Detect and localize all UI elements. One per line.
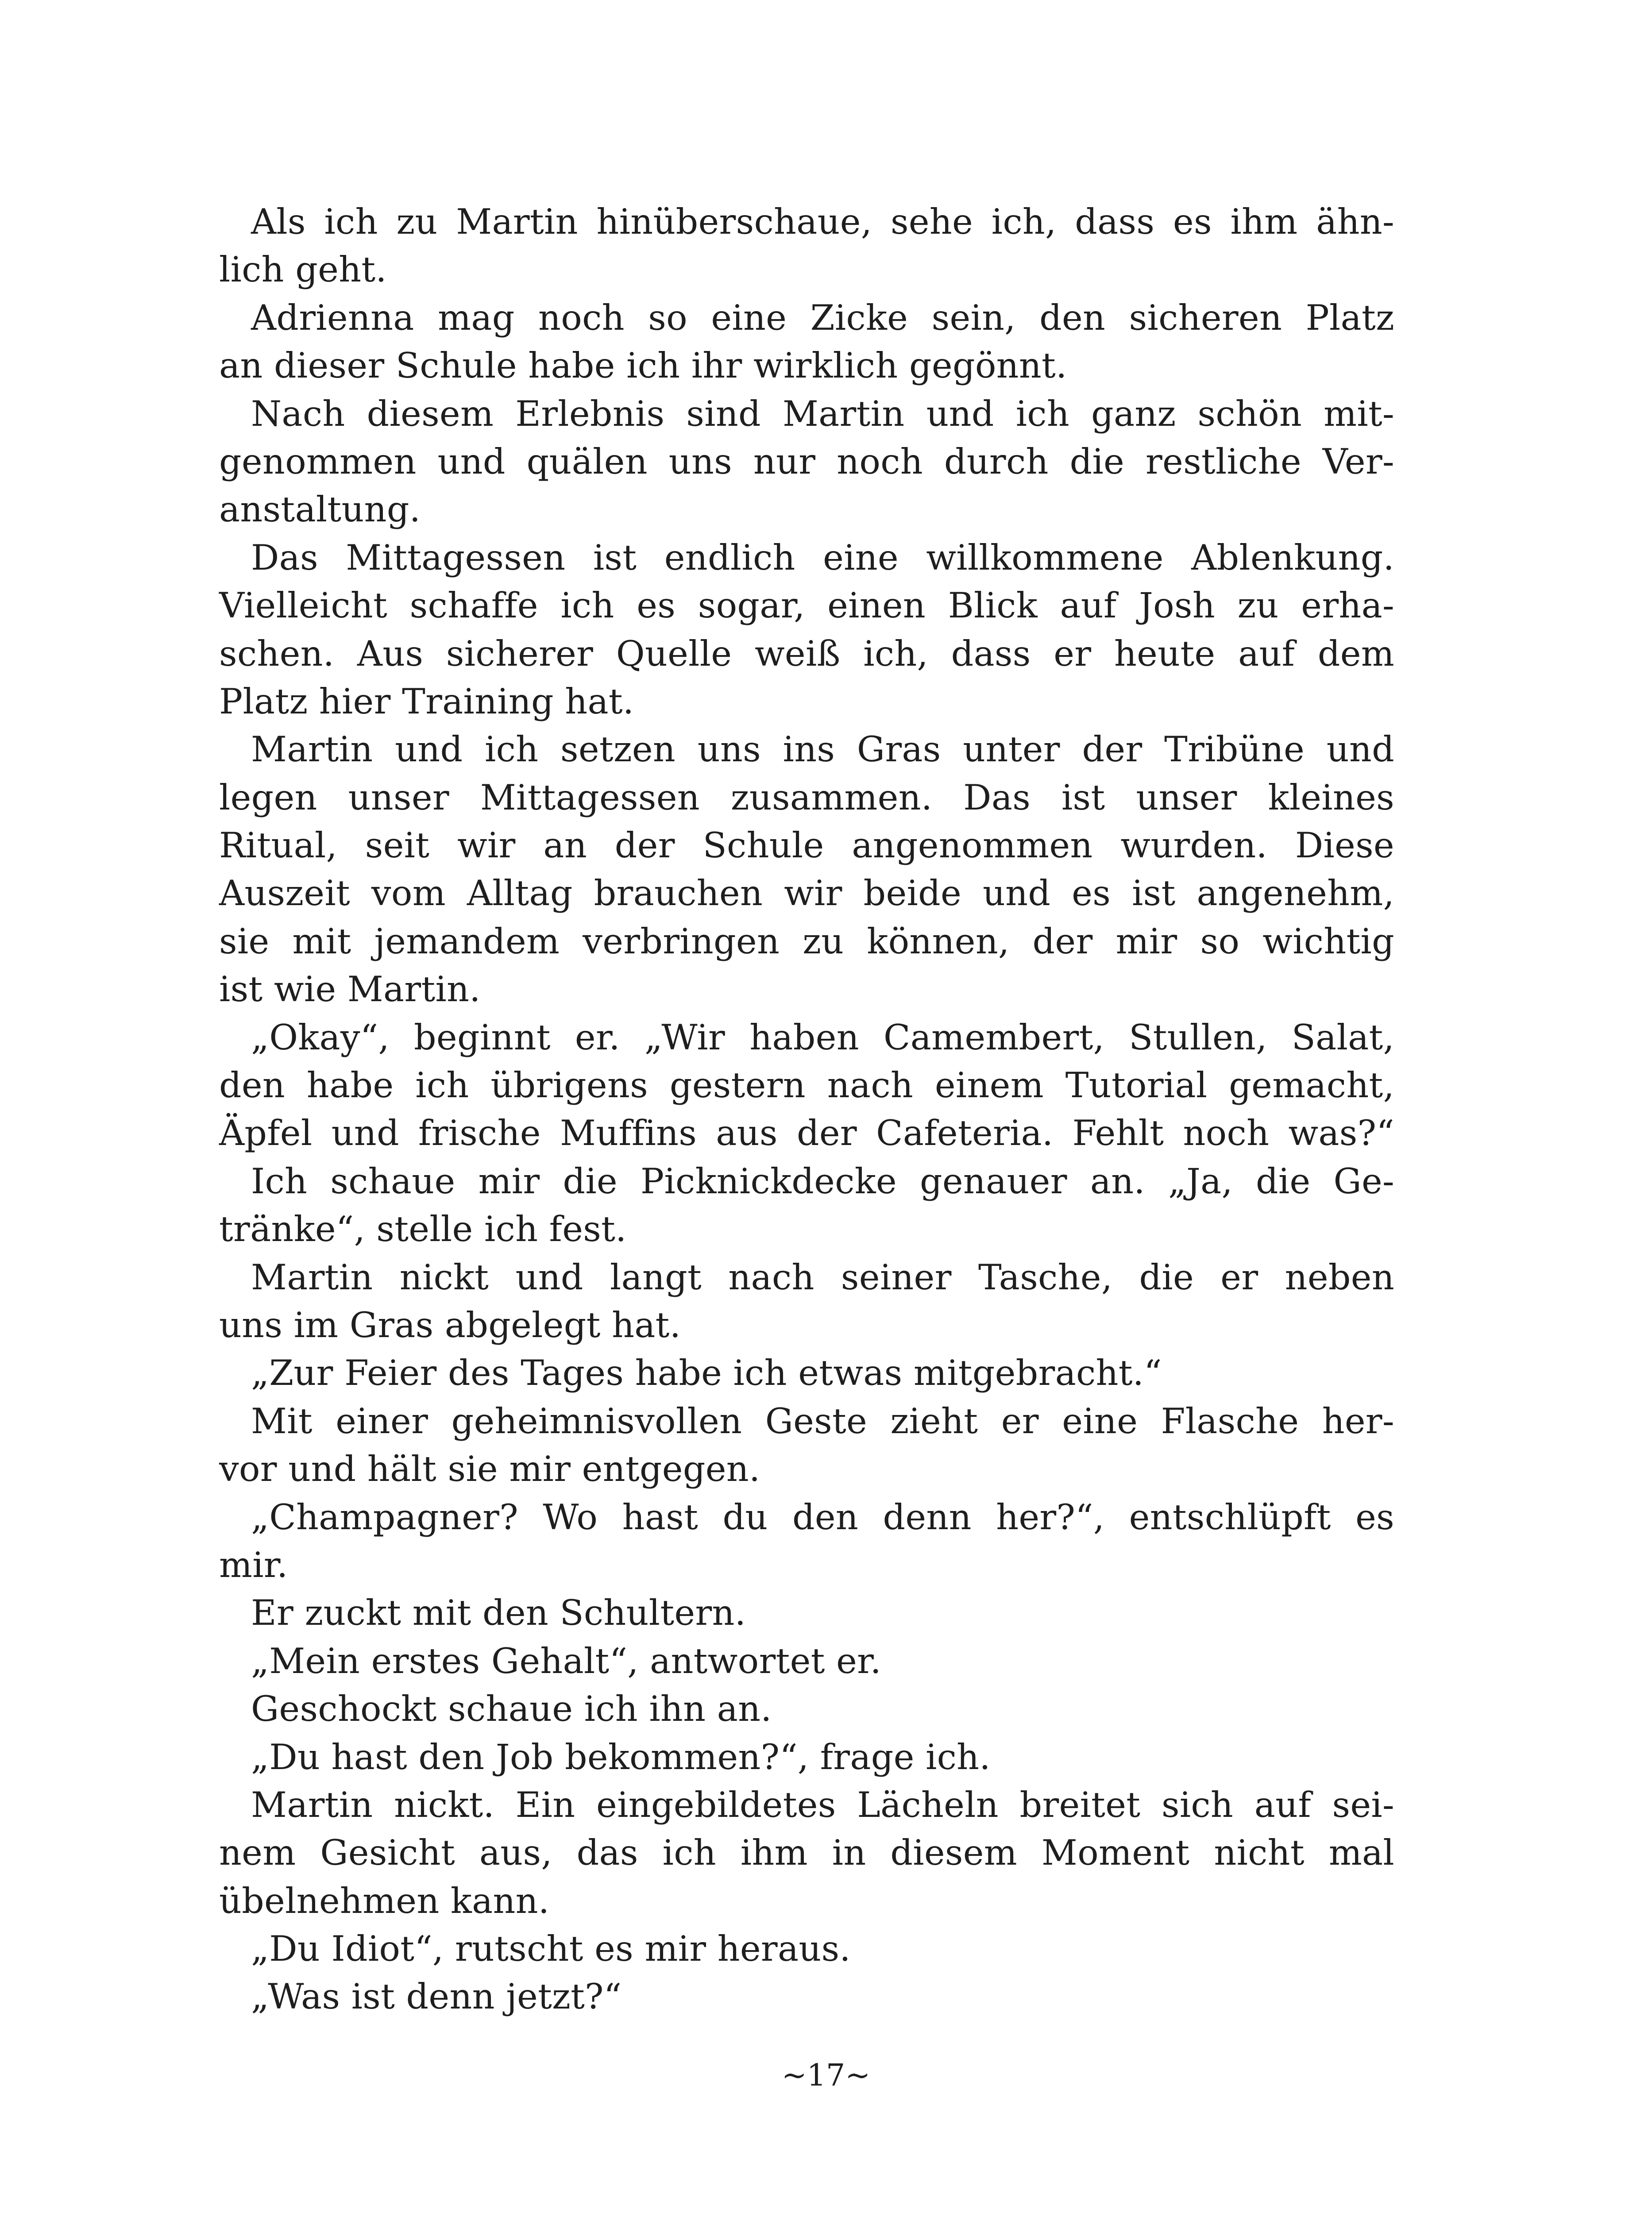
text-line: Mit einer geheimnisvollen Geste zieht er eine Flasche her-	[251, 1400, 1394, 1442]
text-line: tränke“, stelle ich fest.	[219, 1209, 627, 1250]
text-line: Vielleicht schaffe ich es sogar, einen Blick auf Josh zu erha-	[219, 585, 1394, 626]
text-line: Nach diesem Erlebnis sind Martin und ich ganz schön mit-	[251, 393, 1394, 434]
text-line: „Zur Feier des Tages habe ich etwas mitgebracht.“	[251, 1353, 1162, 1394]
page-number: ~17~	[781, 2058, 871, 2093]
text-line: an dieser Schule habe ich ihr wirklich gegönnt.	[219, 345, 1067, 386]
text-line: lich geht.	[219, 249, 387, 290]
text-line: Ich schaue mir die Picknickdecke genauer an. „Ja, die Ge-	[251, 1160, 1394, 1202]
text-line: Geschockt schaue ich ihn an.	[251, 1689, 772, 1730]
text-line: Das Mittagessen ist endlich eine willkommene Ablenkung.	[251, 537, 1394, 578]
text-line: Äpfel und frische Muffins aus der Cafeteria. Fehlt noch was?“	[219, 1113, 1394, 1154]
body-text	[219, 198, 1394, 2021]
text-line: „Okay“, beginnt er. „Wir haben Camembert, Stullen, Salat,	[251, 1017, 1394, 1058]
text-line: ist wie Martin.	[219, 969, 481, 1010]
text-line: Platz hier Training hat.	[219, 681, 634, 722]
text-line: uns im Gras abgelegt hat.	[219, 1304, 681, 1346]
text-line: „Du hast den Job bekommen?“, frage ich.	[251, 1736, 991, 1777]
text-line: Ritual, seit wir an der Schule angenommen wurden. Diese	[219, 825, 1394, 866]
text-line: „Mein erstes Gehalt“, antwortet er.	[251, 1640, 881, 1681]
text-line: vor und hält sie mir entgegen.	[219, 1449, 760, 1490]
text-line: genommen und quälen uns nur noch durch die restliche Ver-	[219, 441, 1394, 482]
text-line: Martin und ich setzen uns ins Gras unter der Tribüne und	[251, 729, 1394, 770]
text-line: „Champagner? Wo hast du den denn her?“, entschlüpft es	[251, 1496, 1394, 1538]
text-line: Martin nickt. Ein eingebildetes Lächeln breitet sich auf sei-	[251, 1784, 1394, 1825]
text-line: sie mit jemandem verbringen zu können, der mir so wichtig	[219, 921, 1394, 962]
text-line: anstaltung.	[219, 489, 421, 530]
text-line: legen unser Mittagessen zusammen. Das ist unser kleines	[219, 777, 1394, 818]
text-line: „Was ist denn jetzt?“	[251, 1976, 622, 2017]
text-line: übelnehmen kann.	[219, 1880, 550, 1921]
text-line: „Du Idiot“, rutscht es mir heraus.	[251, 1928, 851, 1970]
text-line: Auszeit vom Alltag brauchen wir beide und es ist angenehm,	[219, 873, 1394, 914]
text-line: Als ich zu Martin hinüberschaue, sehe ich, dass es ihm ähn-	[251, 201, 1394, 242]
text-line: Adrienna mag noch so eine Zicke sein, den sicheren Platz	[251, 297, 1394, 338]
text-line: nem Gesicht aus, das ich ihm in diesem Moment nicht mal	[219, 1832, 1394, 1874]
text-line: Martin nickt und langt nach seiner Tasche, die er neben	[251, 1257, 1394, 1298]
text-line: den habe ich übrigens gestern nach einem Tutorial gemacht,	[219, 1065, 1394, 1106]
text-line: schen. Aus sicherer Quelle weiß ich, dass er heute auf dem	[219, 633, 1394, 674]
text-line: Er zuckt mit den Schultern.	[251, 1592, 746, 1634]
text-line: mir.	[219, 1544, 288, 1585]
